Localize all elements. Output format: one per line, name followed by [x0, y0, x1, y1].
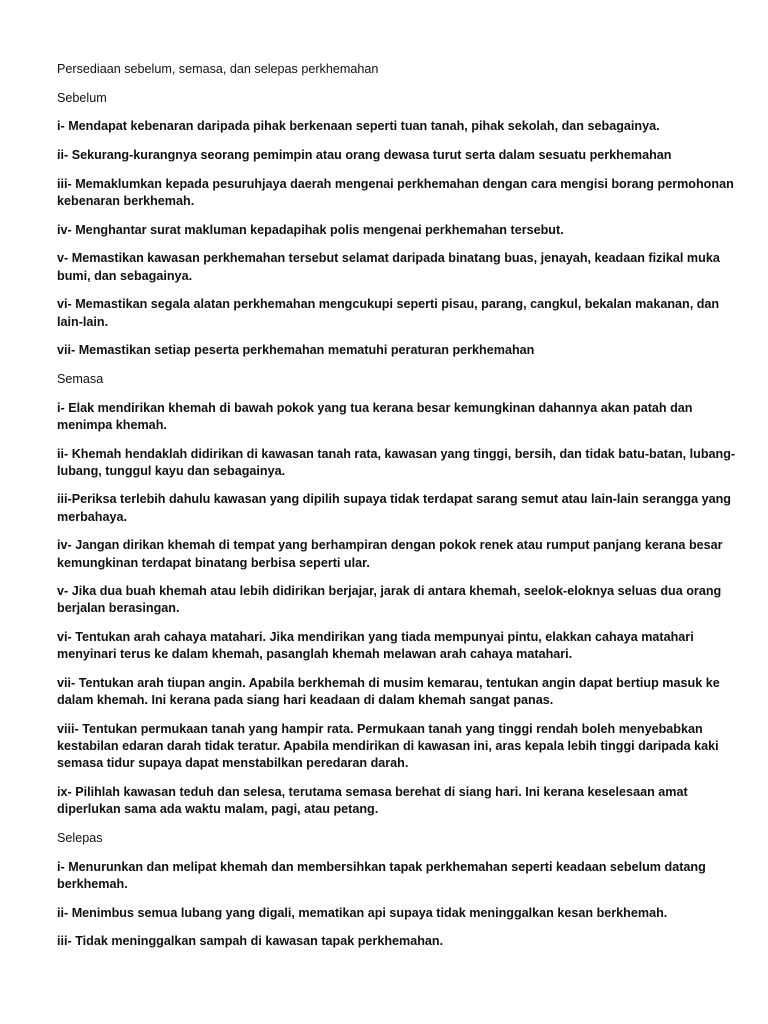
- list-item: ii- Sekurang-kurangnya seorang pemimpin atau orang dewasa turut serta dalam sesuatu perkhemahan: [57, 148, 672, 163]
- section-heading: Sebelum: [57, 90, 107, 105]
- list-item: vi- Tentukan arah cahaya matahari. Jika mendirikan yang tiada mempunyai pintu, elakkan cahaya matahari menyinari terus ke dalam khemah, pasanglah khemah melawan arah cahaya matahari.: [57, 630, 694, 662]
- list-item: iii- Tidak meninggalkan sampah di kawasan tapak perkhemahan.: [57, 934, 444, 949]
- list-item: iv- Jangan dirikan khemah di tempat yang berhampiran dengan pokok renek atau rumput panjang kerana besar kemungkinan terdapat binatang berbisa seperti ular.: [57, 538, 723, 570]
- section-heading: Semasa: [57, 371, 104, 386]
- list-item: v- Memastikan kawasan perkhemahan tersebut selamat daripada binatang buas, jenayah, keadaan fizikal muka bumi, dan sebagainya.: [57, 251, 720, 283]
- list-item: ix- Pilihlah kawasan teduh dan selesa, terutama semasa berehat di siang hari. Ini kerana keselesaan amat diperlukan sama ada waktu malam, pagi, atau petang.: [57, 785, 688, 817]
- section-selepas: [57, 830, 737, 951]
- section-semasa: [57, 371, 737, 819]
- list-item: i- Elak mendirikan khemah di bawah pokok yang tua kerana besar kemungkinan dahannya akan patah dan menimpa khemah.: [57, 400, 693, 432]
- list-item: v- Jika dua buah khemah atau lebih didirikan berjajar, jarak di antara khemah, seelok-eloknya seluas dua orang berjalan berasingan.: [57, 584, 722, 616]
- document-title: Persediaan sebelum, semasa, dan selepas perkhemahan: [57, 62, 379, 76]
- list-item: iii- Memaklumkan kepada pesuruhjaya daerah mengenai perkhemahan dengan cara mengisi borang permohonan kebenaran berkhemah.: [57, 176, 734, 209]
- section-sebelum: [57, 90, 737, 360]
- list-item: vii- Tentukan arah tiupan angin. Apabila berkhemah di musim kemarau, tentukan angin dapat bertiup masuk ke dalam khemah. Ini kerana pada siang hari keadaan di dalam khemah sangat panas.: [57, 676, 720, 708]
- section-heading: Selepas: [57, 831, 103, 845]
- list-item: i- Mendapat kebenaran daripada pihak berkenaan seperti tuan tanah, pihak sekolah, dan sebagainya.: [57, 119, 660, 134]
- list-item: iii-Periksa terlebih dahulu kawasan yang dipilih supaya tidak terdapat sarang semut atau lain-lain serangga yang merbahaya.: [57, 492, 731, 524]
- list-item: vi- Memastikan segala alatan perkhemahan mengcukupi seperti pisau, parang, cangkul, bekalan makanan, dan lain-lain.: [57, 297, 720, 329]
- document-page: [57, 61, 737, 962]
- list-item: ii- Khemah hendaklah didirikan di kawasan tanah rata, kawasan yang tinggi, bersih, dan tidak batu-batan, lubang-lubang, tunggul kayu dan sebagainya.: [57, 446, 736, 478]
- list-item: viii- Tentukan permukaan tanah yang hampir rata. Permukaan tanah yang tinggi rendah boleh menyebabkan kestabilan edaran darah tidak teratur. Apabila mendirikan di kawasan ini, aras kepala lebih tinggi daripada kaki semasa tidur supaya dapat menstabilkan peredaran darah.: [57, 721, 719, 771]
- list-item: vii- Memastikan setiap peserta perkhemahan mematuhi peraturan perkhemahan: [57, 343, 535, 358]
- list-item: i- Menurunkan dan melipat khemah dan membersihkan tapak perkhemahan seperti keadaan sebelum datang berkhemah.: [57, 859, 706, 891]
- list-item: iv- Menghantar surat makluman kepadapihak polis mengenai perkhemahan tersebut.: [57, 222, 564, 237]
- list-item: ii- Menimbus semua lubang yang digali, mematikan api supaya tidak meninggalkan kesan berkhemah.: [57, 905, 668, 920]
